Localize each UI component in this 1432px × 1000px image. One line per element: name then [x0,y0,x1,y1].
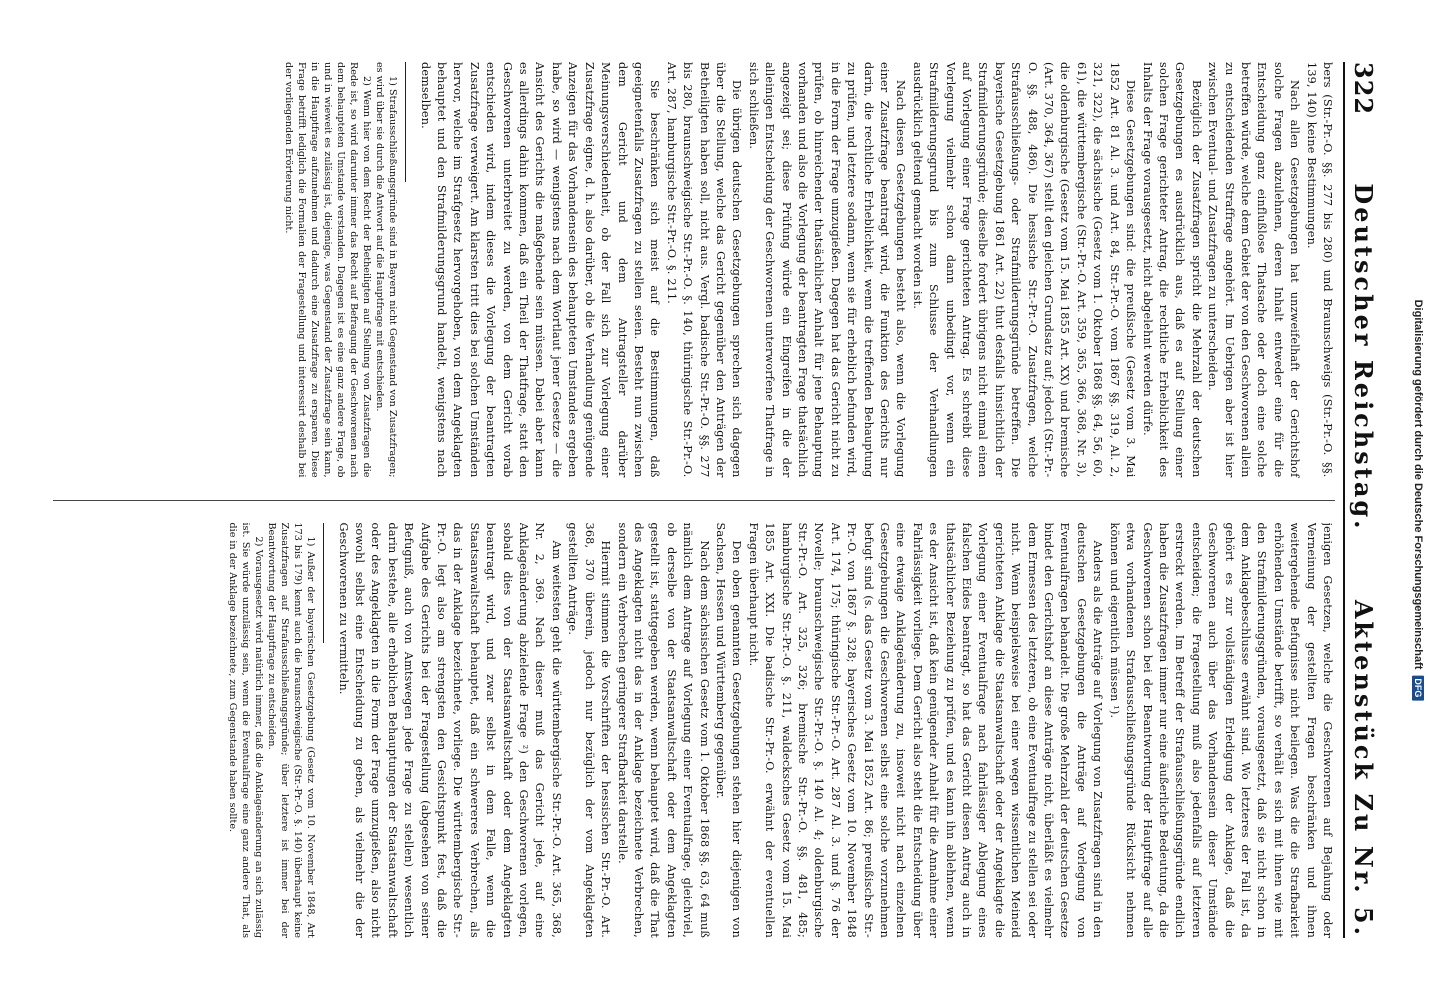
page-number: 322 [1349,62,1379,116]
paragraph: Bezüglich der Zusatzfragen spricht die Mehrzahl der deutschen Gesetzgebungen es ausdrücklich aus, daß es auf Stellung einer solchen Frage gerichteter Antrag, die rechtliche Erheblichkeit des Inhalts der Frage vorausgesetzt, nicht abgelehnt werden dürfe. [1140,62,1203,478]
paragraph: Nach diesen Gesetzgebungen besteht also, wenn die Vorlegung einer Zusatzfrage beantragt wird, die Funktion des Gerichts nur darin, die rechtliche Erheblichkeit, wenn die treffenden Behauptung zu prüfen, und letztere sodann, wenn sie für erheblich befunden wird, in die Form der Frage umzugießen. Dagegen hat das Gericht nicht zu prüfen, ob hinreichender thatsächlicher Anhalt für jene Behauptung vorhanden und also die Vorlegung der beantragten Frage thatsächlich angezeigt sei; diese Prüfung würde ein Eingreifen in die der alleinigen Entscheidung der Geschworenen unterworfene Thatfrage in sich schließen. [746,62,908,478]
paragraph: Sie beschränken sich meist auf die Bestimmungen, daß geeignetenfalls Zusatzfragen zu stellen seien. Besteht nun zwischen dem Gericht und dem Antragsteller darüber Meinungsverschiedenheit, ob der Fall sich zur Vorlegung einer Zusatzfrage eigne, d. h. also darüber, ob die Verhandlung genügende Anzeigen für das Vorhandensein des behaupteten Umstandes ergeben habe, so wird — wenigstens nach dem Wortlaut jener Gesetze — die Ansicht des Gerichts die maßgebende sein müssen. Dabei aber kann es allerdings dahin kommen, daß ein Theil der Thatfrage, statt den Geschworenen unterbreitet zu werden, von dem Gericht vorab entschieden wird, indem dieses die Vorlegung der beantragten Zusatzfrage verweigert. Am klarsten tritt dies bei solchen Umständen hervor, welche im Strafgesetz hervorgehoben, von dem Angeklagten behauptet und den Strafmilderungsgrund handelt, wenigstens nach demselben. [418,62,662,478]
footnote: 2) Vorausgesetzt wird natürlich immer, daß die Anklageänderung an sich zulässig ist. Sie würde unzulässig sein, wenn die Eventualfrage eine ganz andere That, als die in der Anklage bezeichnete, zum Gegenstande haben sollte. [227,522,265,938]
column-right [53,523,1335,939]
footnotes-right [226,523,317,939]
dfg-logo: DFG [1412,675,1424,700]
column-divider [53,500,1335,501]
paragraph: Hiermit stimmen die Vorschriften der hessischen Str.-Pr.-O. Art. 368, 370 überein, jedoch nur bezüglich der vom Angeklagten gestellten Anträge. [566,522,613,938]
footnotes-left [282,62,399,478]
document-page [31,40,1401,960]
paragraph: Die übrigen deutschen Gesetzgebungen sprechen sich dagegen über die Stellung, welche das Gericht gegenüber den Anträgen der Betheiligten haben soll, nicht aus. Vergl. badische Str.-Pr.-O. §§. 277 bis 280, braunschweigische Str.-Pr.-O. §. 140, thüringische Str.-Pr.-O. Art. 287, hamburgische Str.-Pr.-O. §. 211. [664,62,744,478]
paragraph: bers (Str.-Pr.-O. §§. 277 bis 280) und Braunschweigs (Str.-Pr.-O. §§. 139, 140) keine Bestimmungen. [1304,62,1334,478]
column-left [53,62,1335,478]
credit-text: Digitalisierung gefördert durch die Deutsche Forschungsgemeinschaft [1412,299,1424,670]
paragraph: Diese Gesetzgebungen sind: die preußische (Gesetz vom 3. Mai 1852 Art. 81 Al. 3. und Art. 84, Str.-Pr.-O. vom 1867 §§. 319, Al. 2, 321, 322), die sächsische (Gesetz vom 1. Oktober 1868 §§. 64, 56, 60, 61), die württembergische (Str.-Pr.-O. Art. 359, 365, 366, 368, Nr. 3), die oldenburgische (Gesetz vom 15. Mai 1855 Art. XX) und bremische (Art. 370, 364, 367) stellt den gleichen Grundsatz auf; jedoch (Str.-Pr.-O. §§. 488, 486). Die hessische Str.-Pr.-O. Zusatzfragen, welche Strafausschließungs- oder Strafmilderungsgründe betreffen. Die bayerische Gesetzgebung 1861 Art. 22) thut desfalls hinsichtlich der Strafmilderungsgründe; dieselbe fordert übrigens nicht einmal einen auf Vorlegung einer Frage gerichteten Antrag. Es schreibt diese Vorlegung vielmehr schon dann unbedingt vor, wenn ein Strafmilderungsgrund bis zum Schlusse der Verhandlungen ausdrücklich geltend gemacht worden ist. [910,62,1138,478]
paragraph: Am weitesten geht die württembergische Str.-Pr.-O. Art. 365, 368, Nr. 2, 369. Nach dieser muß das Gericht jede, auf eine Anklageänderung abzielende Frage ²) den Geschworenen vorlegen, sobald dies von der Staatsanwaltschaft oder dem Angeklagten beantragt wird, und zwar selbst in dem Falle, wenn die Staatsanwaltschaft behauptet, daß ein schwereres Verbrechen, als das in der Anklage bezeichnete, vorliege. Die württembergische Str.-Pr.-O. legt also am strengsten den Gesichtspunkt fest, daß die Aufgabe des Gerichts bei der Fragestellung (abgesehen von seiner Befugniß, auch von Amtswegen jede Frage zu stellen) wesentlich darin bestehe, alle erheblichen Behauptungen der Staatsanwaltschaft oder des Angeklagten in die Form der Frage umzugießen, also nicht sowohl selbst eine Entscheidung zu geben, als vielmehr die der Geschworenen zu vermitteln. [336,522,563,938]
footnote-rule [405,62,406,182]
running-title: Deutscher Reichstag. [1349,183,1379,532]
paragraph: Den oben genannten Gesetzgebungen stehen hier diejenigen von Sachsen, Hessen und Württemberg gegenüber. [713,522,744,938]
paragraph: jenigen Gesetzen, welche die Geschworenen auf Bejahung oder Verneinung der gestellten Fragen beschränken und ihnen weitergehende Befugnisse nicht beilegen. Was die die Strafbarkeit erhöhenden Umstände betrifft, so verhält es sich mit ihnen wie mit den Strafmilderungsgründen, vorausgesetzt, daß sie nicht schon in dem Anklagebeschlusse erwähnt sind. Wo letzteres der Fall ist, da gehört es zur vollständigen Erledigung der Anklage, daß die Geschworenen auch über das Vorhandensein dieser Umstände entscheiden; die Fragestellung muß also jedenfalls auf letzteren erstreckt werden. Im Betreff der Strafausschließungsgründe endlich haben die Zusatzfragen immer nur eine äußerliche Bedeutung, da die Geschworenen schon bei der Beantwortung der Hauptfrage auf alle etwa vorhandenen Strafausschließungsgründe Rücksicht nehmen können und eigentlich müssen ¹). [1107,522,1334,938]
column-right-body [334,523,1335,939]
footnote: 1) Außer der bayerischen Gesetzgebung (Gesetz vom 10. November 1848, Art 173 bis 179) kennt auch die braunschweigische (Str.-Pr.-O. §. 140) überhaupt keine Zusatzfragen auf Strafausschließungsgründe; über letztere ist immer bei der Beantwortung der Hauptfrage zu entscheiden. [266,522,317,938]
header-rule [1343,62,1345,938]
footnote-rule [323,523,324,643]
paragraph: Nach dem sächsischen Gesetz vom 1. Oktober 1868 §§. 63, 64 muß nämlich dem Antrage auf Vorlegung einer Eventualfrage, gleichviel, ob derselbe von der Staatsanwaltschaft oder dem Angeklagten gestellt ist, stattgegeben werden, wenn behauptet wird, daß die That des Angeklagten nicht das in der Anklage bezeichnete Verbrechen, sondern ein Verbrechen geringerer Strafbarkeit darstelle. [615,522,711,938]
footnote: 1) Strafausschließungsgründe sind in Bayern nicht Gegenstand von Zusatzfragen; es wird über sie durch die Antwort auf die Hauptfrage mit entschieden. [374,62,399,478]
running-title-right: Aktenstück Zu Nr. 5. [1349,599,1379,938]
column-left-body [416,62,1335,478]
text-columns [53,62,1335,938]
digitization-credit [1412,300,1424,701]
page-header [1347,62,1381,938]
footnote: 2) Wenn hier von dem Recht der Betheiligten auf Stellung von Zusatzfragen die Rede ist, so wird darunter immer das Recht auf Befragung der Geschworenen nach dem behaupteten Umstande verstanden. Dagegen ist es eine ganz andere Frage, ob und in wieweit es zulässig ist, diejenige, was Gegenstand der Zusatzfrage sein kann, in die Hauptfrage aufzunehmen und dadurch eine Zusatzfrage zu ersparen. Diese Frage betrifft lediglich die Formalien der Fragestellung und interessirt deshalb bei der vorliegenden Erörterung nicht. [283,62,373,478]
paragraph: Nach allen Gesetzgebungen hat unzweifelhaft der Gerichtshof solche Fragen abzulehnen, deren Inhalt entweder eine für die Entscheidung ganz einflußlose Thatsache oder doch eine solche betreffen würde, welche dem Gebiet der von den Geschworenen allein zu entscheidenden Straffrage angehört. Im Uebrigen aber ist hier zwischen Eventual- und Zusatzfragen zu unterscheiden. [1206,62,1302,478]
paragraph: Anders als die Anträge auf Vorlegung von Zusatzfragen sind in den deutschen Gesetzgebungen die Anträge auf Vorlegung von Eventualfragen behandelt. Die große Mehrzahl der deutschen Gesetze bindet den Gerichtshof an diese Anträge nicht, überläßt es vielmehr dem Ermessen des letzteren, ob eine Eventualfrage zu stellen sei oder nicht. Wenn beispielsweise bei einer wegen wissentlichen Meineid gerichteten Anklage die Staatsanwaltschaft oder der Angeklagte die Vorlegung einer Eventualfrage nach fahrlässiger Ablegung eines falschen Eides beantragt, so hat das Gericht diesen Antrag auch in thatsächlicher Beziehung zu prüfen, und es kann ihn ablehnen, wenn es der Ansicht ist, daß kein genügender Anhalt für die Annahme einer Fahrlässigkeit vorliege. Dem Gericht also steht die Entscheidung über eine etwaige Anklageänderung zu, insoweit nicht nach einzelnen Gesetzgebungen die Geschworenen selbst eine solche vorzunehmen befugt sind (s. das Gesetz vom 3. Mai 1852 Art. 86; preußische Str.-Pr.-O. von 1867 §. 328; bayerisches Gesetz vom 10. November 1848 Art. 174, 175; thüringische Str.-Pr.-O. Art. 287 Al. 3. und §. 76 der Novelle; braunschweigische Str.-Pr.-O. §. 140 Al. 4; oldenburgische Str.-Pr.-O. Art. 325, 326; bremische Str.-Pr.-O. §§. 481, 485; hamburgische Str.-Pr.-O. §. 211, waldecksches Gesetz vom 15. Mai 1855 Art. XXI. Die badische Str.-Pr.-O. erwähnt der eventuellen Fragen überhaupt nicht. [746,522,1105,938]
